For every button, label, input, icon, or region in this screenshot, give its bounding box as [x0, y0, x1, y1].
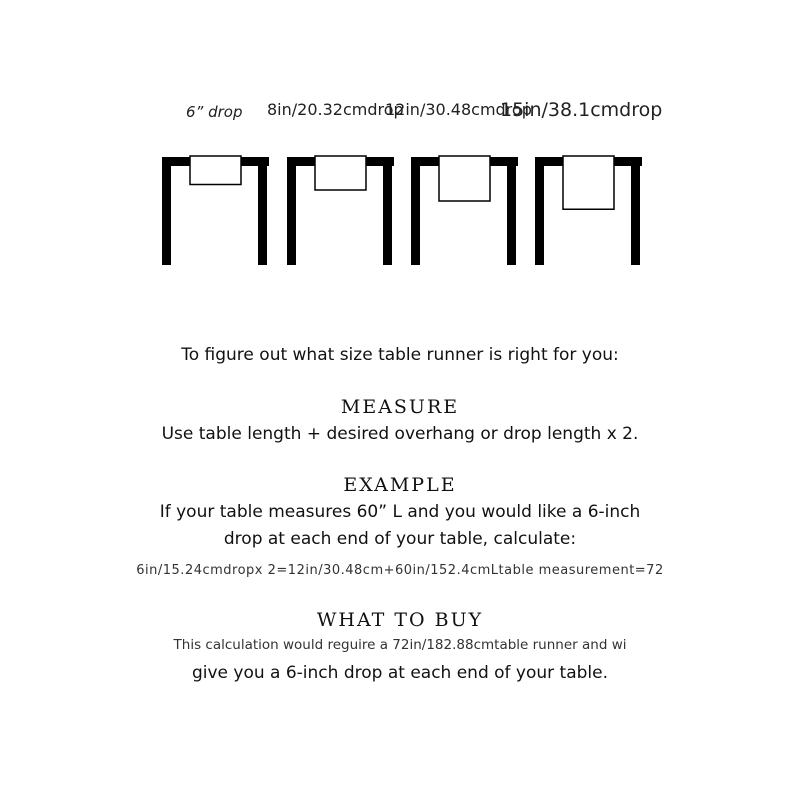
what-to-buy-heading: WHAT TO BUY	[316, 609, 484, 631]
example-heading: EXAMPLE	[343, 474, 457, 496]
table-leg-right	[383, 157, 392, 265]
table-leg-left	[411, 157, 420, 265]
table-leg-right	[258, 157, 267, 265]
table-leg-left	[287, 157, 296, 265]
table-leg-right	[507, 157, 516, 265]
table-runner-drop	[439, 156, 490, 201]
what-to-buy-line-1: This calculation would reguire a 72in/182.88cmtable runner and wi	[173, 637, 627, 653]
table-runner-drop	[563, 156, 614, 209]
table-leg-left	[535, 157, 544, 265]
drop-label-15in: 15in/38.1cmdrop	[500, 99, 663, 121]
example-line-2: drop at each end of your table, calculate:	[223, 529, 577, 549]
table-runner-drop	[190, 156, 241, 185]
drop-label-8in: 8in/20.32cmdrop	[267, 100, 404, 119]
table-leg-left	[162, 157, 171, 265]
table-illustrations	[0, 0, 800, 300]
table-leg-right	[631, 157, 640, 265]
measure-heading: MEASURE	[340, 396, 460, 418]
example-line-1: If your table measures 60” L and you would like a 6-inch	[159, 502, 641, 522]
example-formula: 6in/15.24cmdropx 2=12in/30.48cm+60in/152.4cmLtable measurement=72	[136, 563, 664, 578]
measure-text: Use table length + desired overhang or drop length x 2.	[161, 424, 639, 444]
table-runner-drop	[315, 156, 366, 190]
drop-label-12in: 12in/30.48cmdrop	[385, 100, 532, 119]
intro-text: To figure out what size table runner is right for you:	[181, 345, 619, 365]
drop-label-6in: 6” drop	[186, 103, 243, 121]
what-to-buy-line-2: give you a 6-inch drop at each end of your table.	[191, 663, 609, 683]
